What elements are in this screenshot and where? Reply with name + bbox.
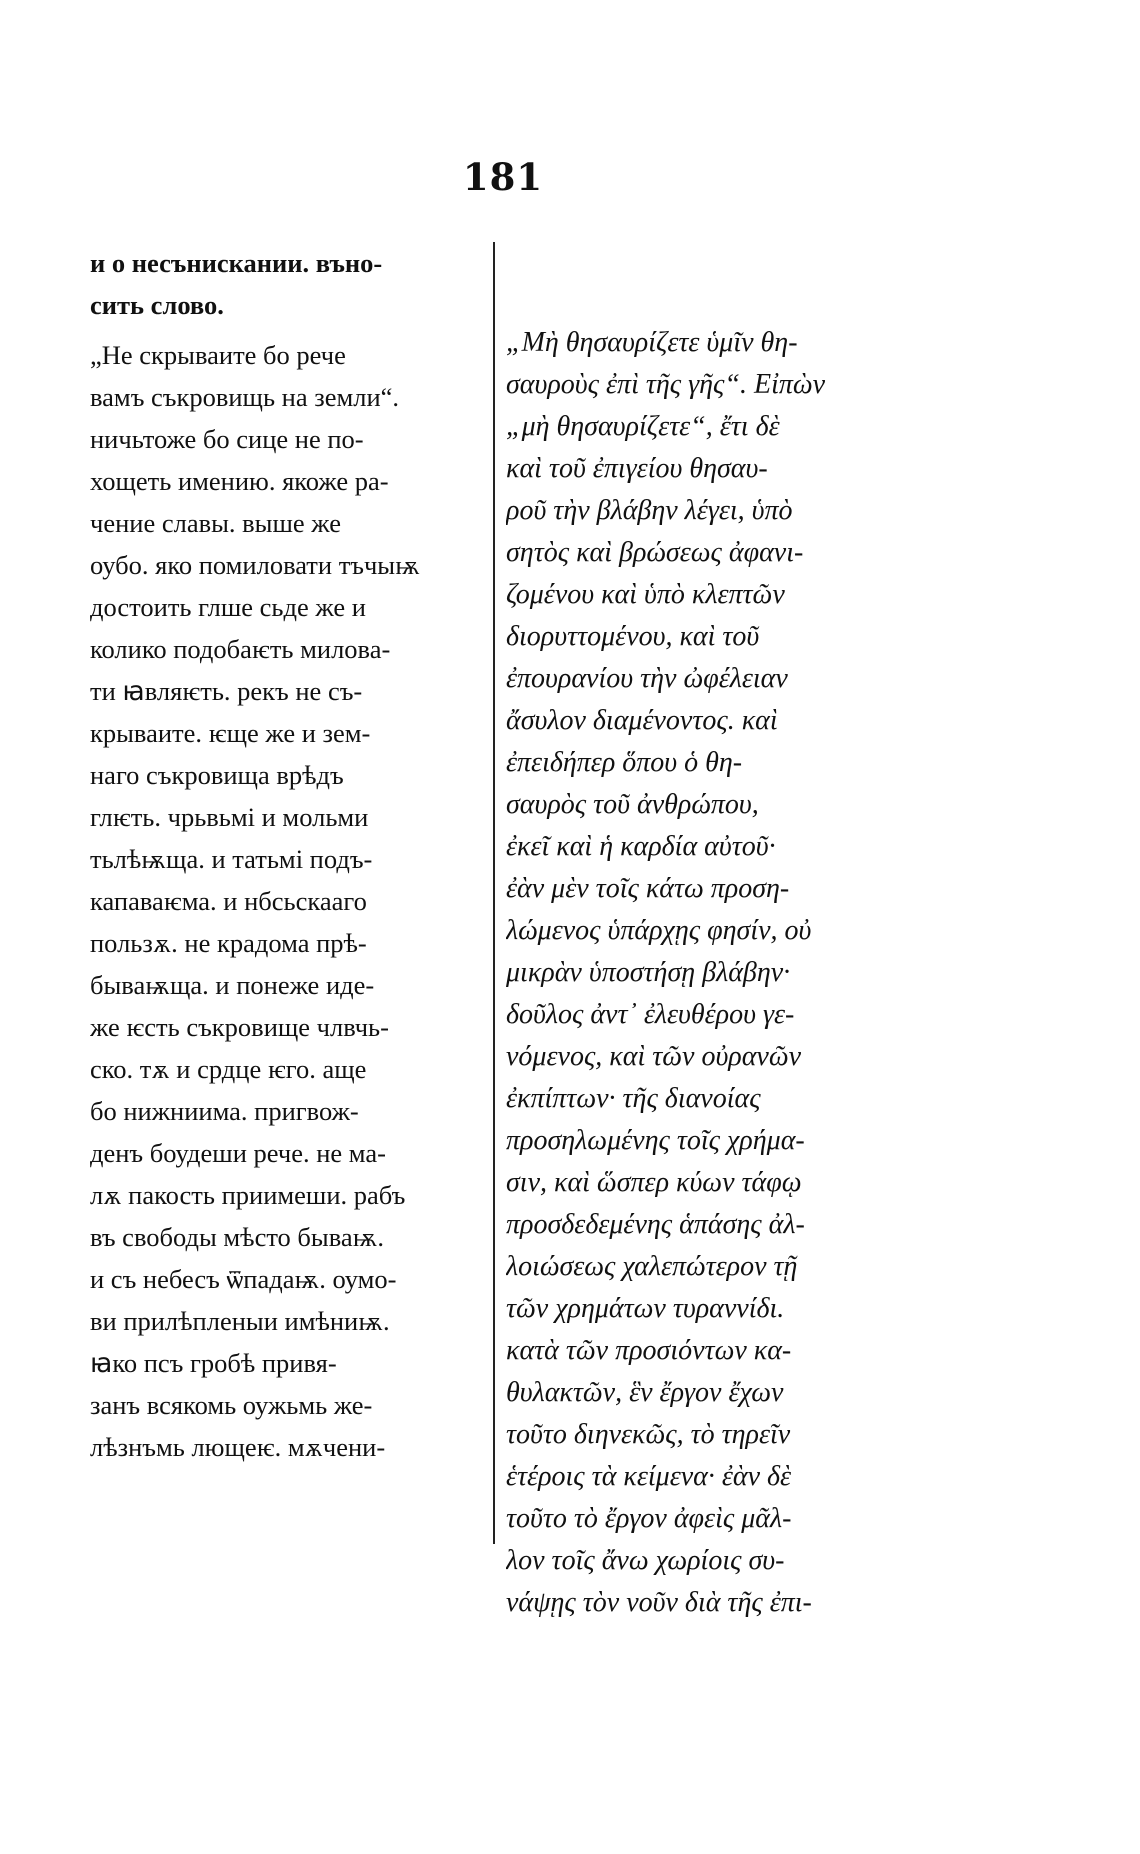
text-line: διορυττομένου, καὶ τοῦ — [506, 621, 760, 652]
text-line: „Μὴ θησαυρίζετε ὑμῖν θη- — [506, 327, 798, 358]
text-line: вамъ съкровищь на земли“. — [90, 382, 400, 412]
text-line: σητὸς καὶ βρώσεως ἀφανι- — [506, 537, 804, 568]
text-line: глѥть. чрьвьмі и мольми — [90, 802, 369, 832]
text-line: и съ небесъ ѿпадаѭ. оумо- — [90, 1264, 397, 1294]
text-line: προσδεδεμένης ἁπάσης ἀλ- — [506, 1209, 805, 1240]
text-line: оубо. яко помиловати тъчыѭ — [90, 550, 420, 580]
text-line: λοιώσεως χαλεπώτερον τῇ — [506, 1251, 798, 1282]
text-line: ἐπουρανίου τὴν ὠφέλειαν — [506, 663, 788, 694]
text-line: θυλακτῶν, ἓν ἔργον ἔχων — [506, 1377, 784, 1408]
text-line: крываите. ѥще же и зем- — [90, 718, 371, 748]
column-divider — [493, 242, 495, 1544]
text-line: ἐπειδήπερ ὅπου ὁ θη- — [506, 747, 743, 778]
text-line: ско. тѫ и срдце ѥго. аще — [90, 1054, 367, 1084]
text-line: бываѭща. и понеже иде- — [90, 970, 375, 1000]
text-line: λον τοῖς ἄνω χωρίοις συ- — [506, 1545, 785, 1576]
text-line: „μὴ θησαυρίζετε“, ἔτι δὲ — [506, 411, 780, 442]
text-line: капаваѥма. и нбсьскааго — [90, 886, 367, 916]
text-line: наго съкровища врѣдъ — [90, 760, 344, 790]
greek-text-column — [506, 322, 916, 1624]
text-line: ἑτέροις τὰ κείμενα· ἐὰν δὲ — [506, 1461, 792, 1492]
text-line: τοῦτο τὸ ἔργον ἀφεὶς μᾶλ- — [506, 1503, 792, 1534]
text-line: ἐκπίπτων· τῆς διανοίας — [506, 1083, 761, 1114]
text-line: ви прилѣпленыи имѣниѭ. — [90, 1306, 390, 1336]
text-line: бо нижниима. пригвож- — [90, 1096, 359, 1126]
text-line: σιν, καὶ ὥσπερ κύων τάφῳ — [506, 1167, 802, 1198]
text-line: ροῦ τὴν βλάβην λέγει, ὑπὸ — [506, 495, 793, 526]
text-line: μικρὰν ὑποστήσῃ βλάβην· — [506, 957, 791, 988]
text-line: тьлѣѭща. и татьмі подъ- — [90, 844, 373, 874]
text-line: δοῦλος ἀντ᾽ ἐλευθέρου γε- — [506, 999, 795, 1030]
page-number: 181 — [462, 155, 544, 199]
text-line: τῶν χρημάτων τυραννίδι. — [506, 1293, 785, 1324]
text-line: колико подобаѥть милова- — [90, 634, 391, 664]
text-line: ἄσυλον διαμένοντος. καὶ — [506, 705, 778, 736]
text-line: ἐὰν μὲν τοῖς κάτω προση- — [506, 873, 790, 904]
text-line: сить слово. — [90, 290, 224, 320]
text-line: чение славы. выше же — [90, 508, 341, 538]
text-line: въ свободы мѣсто бываѭ. — [90, 1222, 385, 1252]
text-line: κατὰ τῶν προσιόντων κα- — [506, 1335, 792, 1366]
text-line: лѫ пакость приимеши. рабъ — [90, 1180, 406, 1210]
text-line: достоить глше сьде же и — [90, 592, 366, 622]
text-line: νόμενος, καὶ τῶν οὐρανῶν — [506, 1041, 802, 1072]
text-line: ничьтоже бо сице не по- — [90, 424, 364, 454]
text-line: и о несъниcкании. въно- — [90, 248, 383, 278]
text-line: же ѥсть съкровище члвчь- — [90, 1012, 389, 1042]
text-line: λώμενος ὑπάρχῃς φησίν, οὐ — [506, 915, 812, 946]
text-line: σαυρὸς τοῦ ἀνθρώπου, — [506, 789, 759, 820]
text-line: προσηλωμένης τοῖς χρήμα- — [506, 1125, 805, 1156]
text-line: ти ꙗвляѥть. рекъ не съ- — [90, 676, 363, 706]
text-line: τοῦτο διηνεκῶς, τὸ τηρεῖν — [506, 1419, 791, 1450]
text-line: ꙗко псъ гробѣ привя- — [90, 1348, 337, 1378]
text-line: καὶ τοῦ ἐπιγείου θησαυ- — [506, 453, 768, 484]
text-line: занъ всякомь оужьмь же- — [90, 1390, 373, 1420]
text-line: хощеть имению. якоже ра- — [90, 466, 389, 496]
text-line: денъ боудеши рече. не ма- — [90, 1138, 386, 1168]
text-line: σαυροὺς ἐπὶ τῆς γῆς“. Εἰπὼν — [506, 369, 826, 400]
text-line: „Не скрываите бо рече — [90, 340, 346, 370]
slavonic-text-column — [90, 242, 476, 1468]
text-line: νάψῃς τὸν νοῦν διὰ τῆς ἐπι- — [506, 1587, 812, 1618]
text-line: пользѫ. не крадома прѣ- — [90, 928, 367, 958]
text-line: лѣзнъмь лющеѥ. мѫчени- — [90, 1432, 386, 1462]
text-line: ἐκεῖ καὶ ἡ καρδία αὐτοῦ· — [506, 831, 776, 862]
text-line: ζομένου καὶ ὑπὸ κλεπτῶν — [506, 579, 785, 610]
